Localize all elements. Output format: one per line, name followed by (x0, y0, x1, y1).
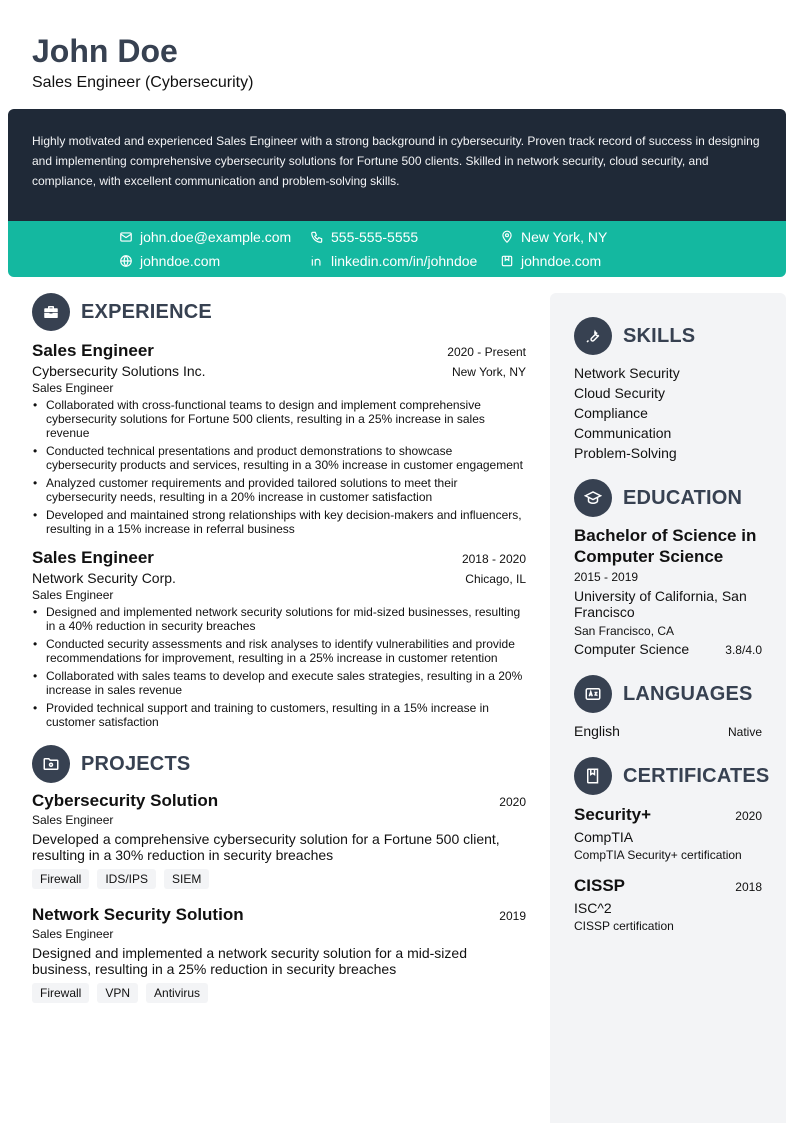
certificate-description: CISSP certification (574, 919, 674, 933)
globe-icon (119, 254, 133, 268)
education-title: EDUCATION (623, 486, 743, 509)
job-bullet: • Analyzed customer requirements and provided tailored solutions to meet their cybersecurity needs, resulting in a 20% increase in customer satisfaction (32, 476, 526, 504)
language-level: Native (727, 725, 762, 739)
candidate-name: John Doe (32, 33, 178, 69)
linkedin-icon (310, 254, 324, 268)
project-entry (32, 905, 526, 1003)
certificate-entry (574, 805, 762, 862)
candidate-title: Sales Engineer (Cybersecurity) (32, 74, 254, 91)
job-bullet: • Conducted technical presentations and product demonstrations to showcase cybersecurity products and services, resulting in a 30% increase in customer engagement (32, 444, 526, 472)
education-header (574, 479, 762, 517)
tag: IDS/IPS (97, 869, 156, 889)
project-entry (32, 791, 526, 889)
education-gpa: 3.8/4.0 (725, 643, 762, 657)
job-entry (32, 548, 526, 729)
job-bullet: • Collaborated with sales teams to develop and execute sales strategies, resulting in a 20% increase in sales revenue (32, 669, 526, 697)
job-title: Sales Engineer (32, 341, 154, 360)
phone-icon (310, 230, 324, 244)
job-company: Cybersecurity Solutions Inc. (32, 363, 206, 379)
certificate-year: 2018 (735, 880, 762, 894)
contact-linkedin[interactable] (310, 253, 477, 269)
languages-header (574, 675, 762, 713)
projects-header (32, 745, 526, 783)
portfolio-text: johndoe.com (521, 253, 602, 269)
job-bullets (32, 605, 526, 729)
job-bullets (32, 398, 526, 536)
skill-item: Problem-Solving (574, 445, 677, 461)
education-degree: Bachelor of Science in Computer Science (574, 526, 757, 566)
website-text: johndoe.com (140, 253, 221, 269)
project-role: Sales Engineer (32, 813, 114, 827)
project-name: Network Security Solution (32, 905, 244, 924)
contact-location (500, 229, 607, 245)
experience-title: EXPERIENCE (81, 300, 212, 323)
contact-bar (8, 221, 786, 277)
folder-icon (32, 745, 70, 783)
project-description: Developed a comprehensive cybersecurity solution for a Fortune 500 client, resulting in a 30% reduction in security breaches (32, 831, 500, 863)
job-bullet: • Provided technical support and training to customers, resulting in a 15% increase in customer satisfaction (32, 701, 526, 729)
project-description: Designed and implemented a network security solution for a mid-sized business, resulting in a 25% reduction in security breaches (32, 945, 467, 977)
project-role: Sales Engineer (32, 927, 114, 941)
certificate-icon (574, 757, 612, 795)
certificate-issuer: ISC^2 (574, 900, 612, 916)
tag: SIEM (164, 869, 209, 889)
skill-item: Cloud Security (574, 385, 666, 401)
translate-icon (574, 675, 612, 713)
resume-header (32, 32, 762, 92)
sidebar (550, 293, 786, 1123)
project-tags (32, 983, 526, 1003)
languages-title: LANGUAGES (623, 682, 753, 705)
graduation-cap-icon (574, 479, 612, 517)
experience-header (32, 293, 526, 331)
linkedin-text: linkedin.com/in/johndoe (331, 253, 478, 269)
main-column (32, 293, 526, 1003)
job-role: Sales Engineer (32, 588, 114, 602)
job-bullet: • Developed and maintained strong relationships with key decision-makers and influencers, resulting in a 15% increase in referral business (32, 508, 526, 536)
skills-title: SKILLS (623, 324, 696, 347)
briefcase-icon (32, 293, 70, 331)
certificates-title: CERTIFICATES (623, 764, 770, 787)
education-location: San Francisco, CA (574, 624, 675, 638)
tag: VPN (97, 983, 138, 1003)
skills-list (574, 363, 762, 463)
skill-item: Communication (574, 425, 672, 441)
certificate-name: CISSP (574, 876, 626, 895)
language-item (574, 723, 762, 739)
certificate-issuer: CompTIA (574, 829, 634, 845)
skill-item: Network Security (574, 365, 680, 381)
skills-header (574, 317, 762, 355)
summary-band (8, 109, 786, 277)
project-name: Cybersecurity Solution (32, 791, 219, 810)
mail-icon (119, 230, 133, 244)
education-field: Computer Science (574, 641, 690, 657)
project-year: 2020 (499, 795, 526, 809)
job-entry (32, 341, 526, 536)
wrench-icon (574, 317, 612, 355)
summary-text: Highly motivated and experienced Sales Engineer with a strong background in cybersecurity. Proven track record of success in designing and implementing comprehensive cybersecurity solutions for Fortune 500 clients. Skilled in network security, cloud security, and compliance, with excellent communication and problem-solving skills. (8, 109, 786, 221)
job-title: Sales Engineer (32, 548, 154, 567)
project-year: 2019 (499, 909, 526, 923)
job-role: Sales Engineer (32, 381, 114, 395)
contact-email[interactable] (119, 229, 291, 245)
email-text: john.doe@example.com (140, 229, 292, 245)
job-location: New York, NY (451, 365, 526, 379)
language-name: English (574, 723, 620, 739)
job-bullet: • Conducted security assessments and risk analyses to identify vulnerabilities and provide recommendations for improvement, resulting in a 25% increase in customer retention (32, 637, 526, 665)
certificate-entry (574, 876, 762, 933)
project-tags (32, 869, 526, 889)
skill-item: Compliance (574, 405, 648, 421)
certificate-name: Security+ (574, 805, 652, 824)
contact-phone[interactable] (310, 229, 418, 245)
education-school: University of California, San Francisco (574, 588, 747, 620)
job-location: Chicago, IL (465, 572, 526, 586)
location-text: New York, NY (521, 229, 608, 245)
contact-portfolio[interactable] (500, 253, 601, 269)
certificate-description: CompTIA Security+ certification (574, 848, 742, 862)
job-bullet: • Designed and implemented network security solutions for mid-sized businesses, resulting in a 40% reduction in security breaches (32, 605, 526, 633)
tag: Antivirus (146, 983, 208, 1003)
job-bullet: • Collaborated with cross-functional teams to design and implement comprehensive cybersecurity solutions for Fortune 500 clients, resulting in a 25% increase in sales revenue (32, 398, 526, 440)
projects-title: PROJECTS (81, 752, 191, 775)
job-dates: 2018 - 2020 (461, 552, 526, 566)
education-years: 2015 - 2019 (574, 570, 639, 584)
tag: Firewall (32, 869, 89, 889)
map-pin-icon (500, 230, 514, 244)
job-dates: 2020 - Present (447, 345, 526, 359)
job-company: Network Security Corp. (32, 570, 176, 586)
portfolio-icon (500, 254, 514, 268)
tag: Firewall (32, 983, 89, 1003)
certificates-header (574, 757, 770, 795)
phone-text: 555-555-5555 (331, 229, 419, 245)
certificate-year: 2020 (735, 809, 762, 823)
contact-website[interactable] (119, 253, 220, 269)
